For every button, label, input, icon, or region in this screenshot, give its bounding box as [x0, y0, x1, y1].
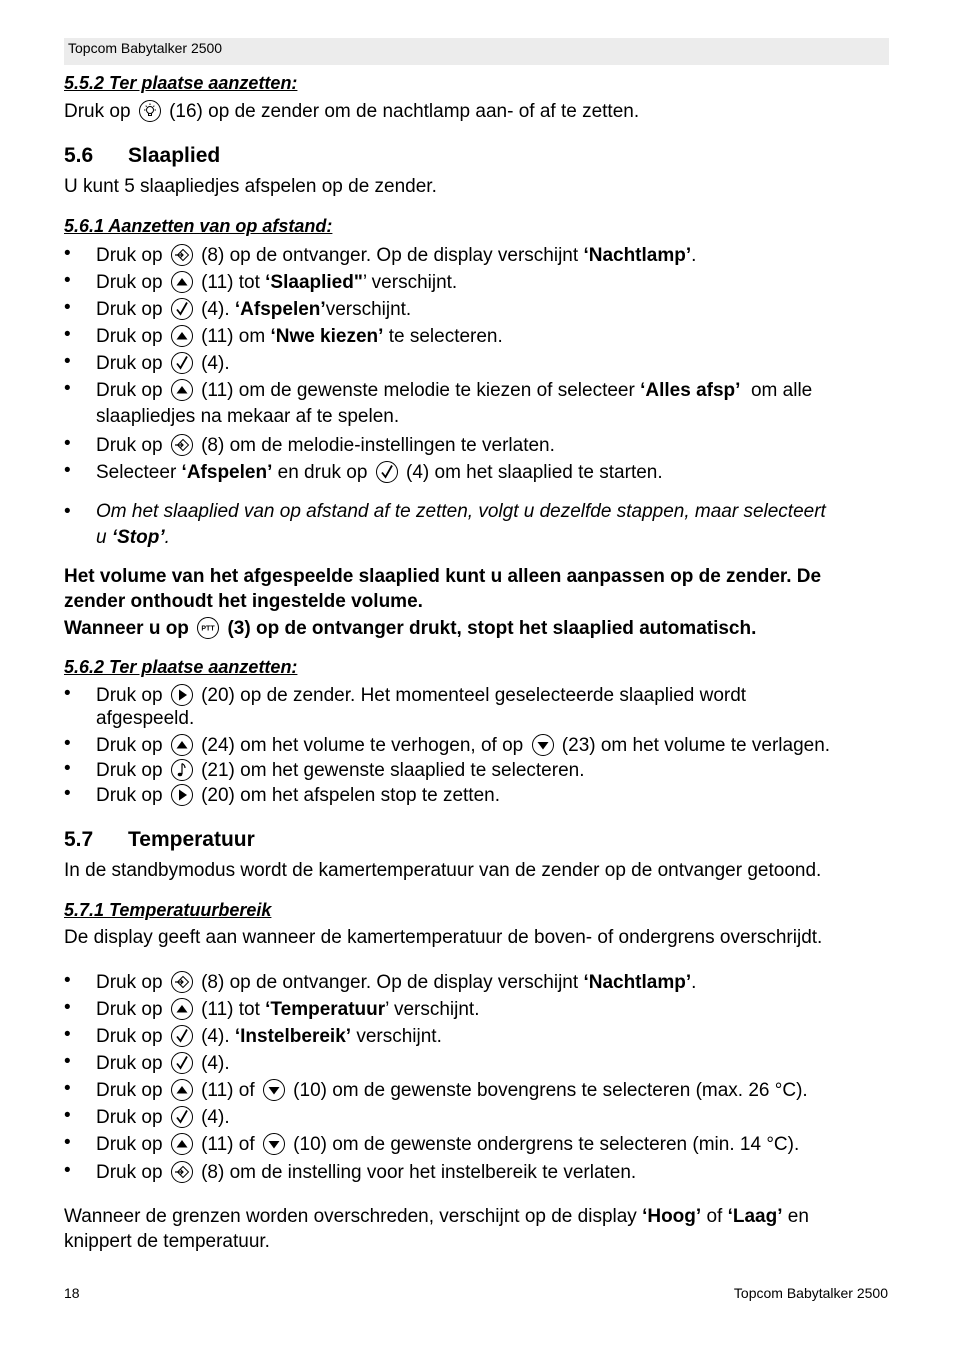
down-arrow-icon	[262, 1132, 286, 1156]
up-arrow-icon	[170, 1132, 194, 1156]
warning-line-1: Het volume van het afgespeelde slaaplied kunt u alleen aanpassen op de zender. De	[64, 566, 822, 587]
paragraph-intro-5-7: In de standbymodus wordt de kamertemperatuur van de zender op de ontvanger getoond.	[64, 860, 822, 881]
checkmark-icon	[170, 1105, 194, 1129]
checkmark-icon	[170, 1024, 194, 1048]
note-item: • Om het slaaplied van op afstand af te zetten, volgt u dezelfde stappen, maar selecteert u ‘Stop’.	[64, 501, 826, 548]
section-heading-5-7: 5.7 Temperatuur	[64, 828, 255, 851]
paragraph-intro-5-6: U kunt 5 slaapliedjes afspelen op de zender.	[64, 176, 437, 197]
up-arrow-icon	[170, 378, 194, 402]
warning-line-2: zender onthoudt het ingestelde volume.	[64, 591, 423, 612]
music-note-icon	[170, 758, 194, 782]
checkmark-icon	[170, 351, 194, 375]
up-arrow-icon	[170, 997, 194, 1021]
list-item: • Druk op (20) op de zender. Het momenteel geselecteerde slaaplied wordt afgespeeld.	[64, 683, 747, 729]
down-arrow-icon	[262, 1078, 286, 1102]
page-number: 18	[64, 1285, 80, 1301]
paragraph-nightlight: Druk op (16) op de zender om de nachtlamp aan- of af te zetten.	[64, 101, 640, 122]
header-title: Topcom Babytalker 2500	[68, 40, 223, 56]
menu-enter-icon	[170, 433, 194, 457]
checkmark-icon	[170, 297, 194, 321]
play-icon	[170, 683, 194, 707]
up-arrow-icon	[170, 324, 194, 348]
ptt-icon	[196, 616, 220, 640]
play-icon	[170, 783, 194, 807]
up-arrow-icon	[170, 733, 194, 757]
menu-enter-icon	[170, 1160, 194, 1184]
light-bulb-icon	[138, 99, 162, 123]
menu-enter-icon	[170, 970, 194, 994]
subsection-title-5-5-2: 5.5.2 Ter plaatse aanzetten:	[64, 73, 298, 93]
warning-line-3: Wanneer u op (3) op de ontvanger drukt, stopt het slaaplied automatisch.	[64, 618, 757, 639]
up-arrow-icon	[170, 270, 194, 294]
down-arrow-icon	[531, 733, 555, 757]
paragraph-intro-5-7-1: De display geeft aan wanneer de kamertemperatuur de boven- of ondergrens overschrijdt.	[64, 927, 823, 948]
checkmark-icon	[170, 1051, 194, 1075]
up-arrow-icon	[170, 1078, 194, 1102]
closing-paragraph-line-1: Wanneer de grenzen worden overschreden, verschijnt op de display ‘Hoog’ of ‘Laag’ en	[64, 1206, 809, 1227]
section-heading-5-6: 5.6 Slaaplied	[64, 144, 221, 167]
menu-enter-icon	[170, 243, 194, 267]
closing-paragraph-line-2: knippert de temperatuur.	[64, 1231, 270, 1252]
subsection-title-5-7-1: 5.7.1 Temperatuurbereik	[64, 900, 272, 920]
subsection-title-5-6-1: 5.6.1 Aanzetten van op afstand:	[64, 216, 333, 236]
checkmark-icon	[375, 460, 399, 484]
page-header	[64, 38, 889, 65]
footer-title: Topcom Babytalker 2500	[733, 1285, 888, 1301]
list-item: • Druk op (11) om de gewenste melodie te kiezen of selecteer ‘Alles afsp’ om alle slaapliedjes na mekaar af te spelen.	[64, 378, 813, 427]
subsection-title-5-6-2: 5.6.2 Ter plaatse aanzetten:	[64, 657, 298, 677]
